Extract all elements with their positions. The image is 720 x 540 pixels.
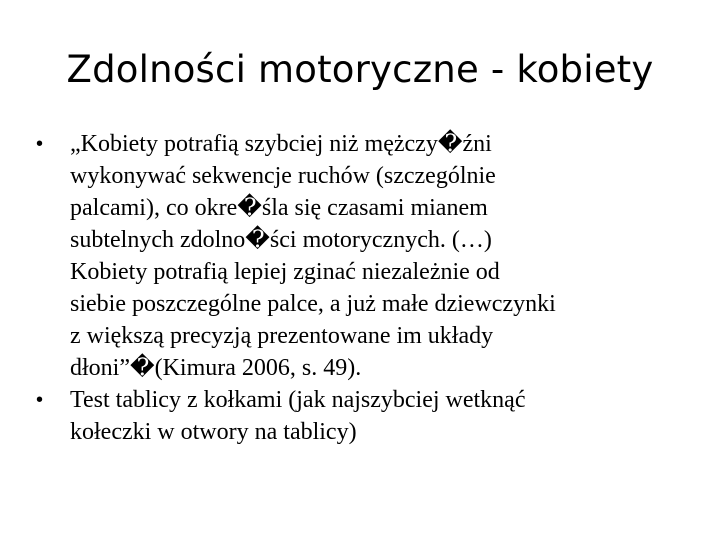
bullet-list (36, 128, 696, 448)
bullet-line: Kobiety potrafią lepiej zginać niezależnie od (70, 259, 500, 285)
bullet-line: kołeczki w otwory na tablicy) (70, 419, 357, 445)
bullet-icon: • (36, 133, 44, 155)
bullet-line: palcami), co okre�śla się czasami mianem (70, 195, 488, 221)
bullet-line: z większą precyzją prezentowane im układy (70, 323, 494, 349)
bullet-line: siebie poszczególne palce, a już małe dziewczynki (70, 291, 556, 317)
bullet-icon: • (36, 389, 44, 411)
bullet-item-pegboard-test (36, 384, 696, 448)
slide-title: Zdolności motoryczne - kobiety (66, 48, 654, 91)
bullet-line: wykonywać sekwencje ruchów (szczególnie (70, 163, 496, 189)
bullet-line: subtelnych zdolno�ści motorycznych. (…) (70, 227, 492, 253)
bullet-line: „Kobiety potrafią szybciej niż mężczy�źni (70, 131, 492, 157)
bullet-line: Test tablicy z kołkami (jak najszybciej wetknąć (70, 387, 526, 413)
bullet-line: dłoni”�(Kimura 2006, s. 49). (70, 355, 362, 381)
bullet-item-kimura-quote (36, 128, 696, 384)
